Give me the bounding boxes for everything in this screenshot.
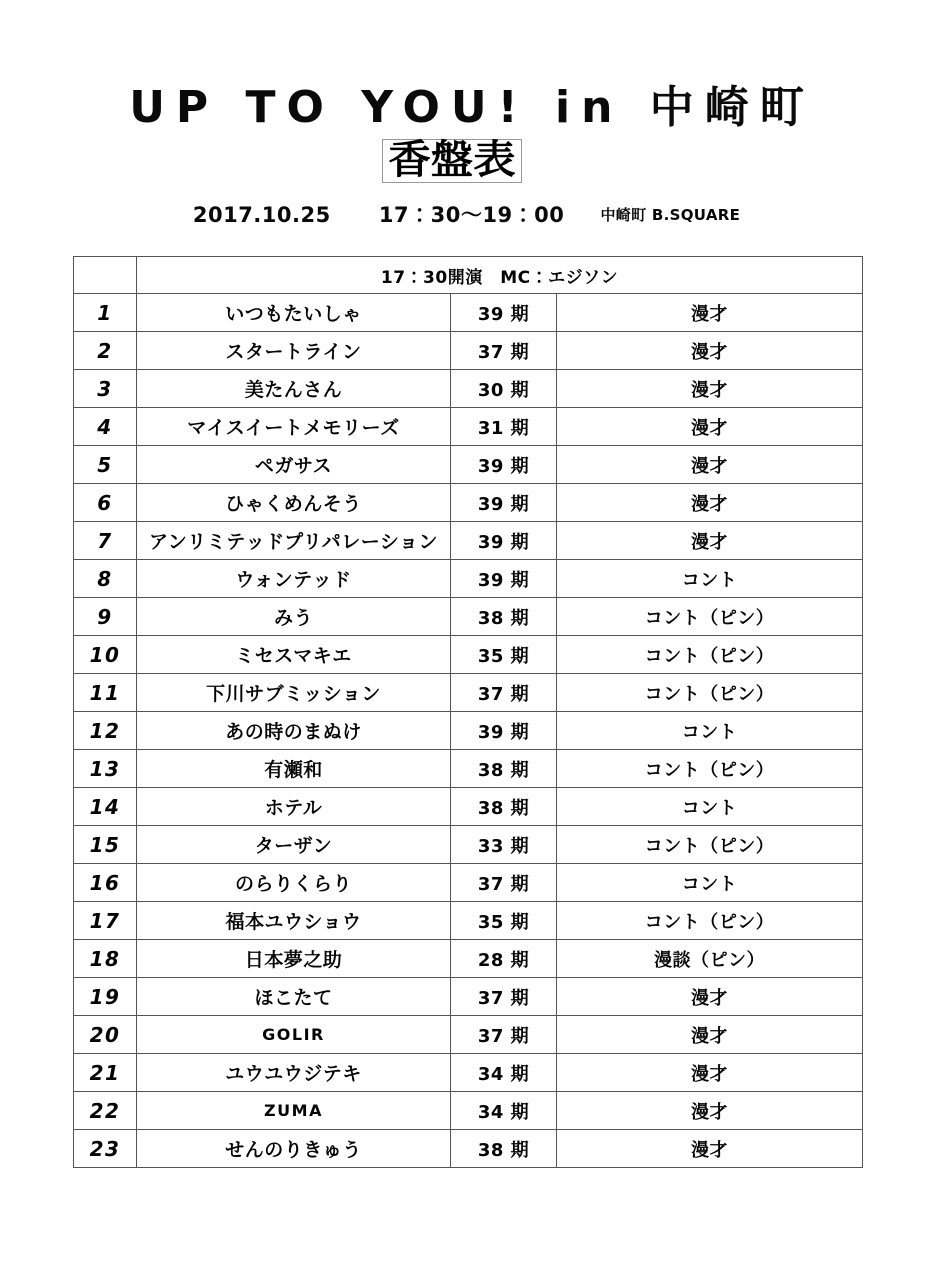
performer-class: 39 期 xyxy=(451,522,557,560)
performer-class: 39 期 xyxy=(451,712,557,750)
row-number: 5 xyxy=(74,446,137,484)
performance-type: 漫才 xyxy=(557,484,863,522)
table-row xyxy=(74,408,863,446)
performer-class: 38 期 xyxy=(451,598,557,636)
performer-class: 37 期 xyxy=(451,1016,557,1054)
table-row xyxy=(74,484,863,522)
row-number: 19 xyxy=(74,978,137,1016)
row-number: 8 xyxy=(74,560,137,598)
performer-name: GOLIR xyxy=(137,1016,451,1054)
performance-type: 漫才 xyxy=(557,522,863,560)
banner-cell: 17：30開演 MC：エジソン xyxy=(137,257,863,294)
performer-name: ZUMA xyxy=(137,1092,451,1130)
performer-name: 下川サブミッション xyxy=(137,674,451,712)
performer-name: 日本夢之助 xyxy=(137,940,451,978)
table-row xyxy=(74,1130,863,1168)
event-venue: 中崎町 B.SQUARE xyxy=(600,206,741,224)
performance-type: 漫才 xyxy=(557,294,863,332)
performer-class: 35 期 xyxy=(451,636,557,674)
performer-class: 37 期 xyxy=(451,864,557,902)
row-number: 3 xyxy=(74,370,137,408)
performer-class: 37 期 xyxy=(451,674,557,712)
performer-class: 35 期 xyxy=(451,902,557,940)
performance-type: 漫才 xyxy=(557,408,863,446)
performer-name: いつもたいしゃ xyxy=(137,294,451,332)
performer-name: ペガサス xyxy=(137,446,451,484)
performer-class: 39 期 xyxy=(451,294,557,332)
performer-class: 31 期 xyxy=(451,408,557,446)
performance-type: 漫才 xyxy=(557,370,863,408)
performance-type: 漫才 xyxy=(557,446,863,484)
page-title: UP TO YOU! in 中崎町 xyxy=(129,82,815,133)
performer-class: 39 期 xyxy=(451,484,557,522)
row-number: 17 xyxy=(74,902,137,940)
lineup-table xyxy=(73,256,863,1168)
row-number: 2 xyxy=(74,332,137,370)
performance-type: コント xyxy=(557,560,863,598)
performance-type: コント xyxy=(557,864,863,902)
performer-class: 38 期 xyxy=(451,788,557,826)
table-row xyxy=(74,864,863,902)
table-row xyxy=(74,560,863,598)
table-row xyxy=(74,1092,863,1130)
performance-type: 漫才 xyxy=(557,1054,863,1092)
performer-name: あの時のまぬけ xyxy=(137,712,451,750)
table-row xyxy=(74,598,863,636)
performer-name: スタートライン xyxy=(137,332,451,370)
performance-type: 漫才 xyxy=(557,332,863,370)
table-row xyxy=(74,294,863,332)
performer-name: マイスイートメモリーズ xyxy=(137,408,451,446)
table-row xyxy=(74,750,863,788)
performance-type: コント xyxy=(557,712,863,750)
performer-class: 30 期 xyxy=(451,370,557,408)
lineup-banner-row xyxy=(74,257,863,294)
performer-name: ターザン xyxy=(137,826,451,864)
performance-type: 漫才 xyxy=(557,978,863,1016)
performer-class: 34 期 xyxy=(451,1092,557,1130)
performer-name: ひゃくめんそう xyxy=(137,484,451,522)
subtitle-label: 香盤表 xyxy=(388,137,516,183)
row-number: 13 xyxy=(74,750,137,788)
table-row xyxy=(74,636,863,674)
performance-type: 漫才 xyxy=(557,1092,863,1130)
table-row xyxy=(74,826,863,864)
row-number: 12 xyxy=(74,712,137,750)
performance-type: 漫才 xyxy=(557,1016,863,1054)
performance-type: コント（ピン） xyxy=(557,674,863,712)
row-number: 15 xyxy=(74,826,137,864)
table-row xyxy=(74,1016,863,1054)
row-number: 14 xyxy=(74,788,137,826)
performer-name: ユウユウジテキ xyxy=(137,1054,451,1092)
performance-type: コント（ピン） xyxy=(557,902,863,940)
row-number: 10 xyxy=(74,636,137,674)
performer-class: 38 期 xyxy=(451,750,557,788)
lineup-table-body xyxy=(74,257,863,1168)
performer-class: 39 期 xyxy=(451,446,557,484)
performer-class: 28 期 xyxy=(451,940,557,978)
row-number: 21 xyxy=(74,1054,137,1092)
performer-name: 有瀬和 xyxy=(137,750,451,788)
performer-name: 美たんさん xyxy=(137,370,451,408)
table-row xyxy=(74,332,863,370)
row-number: 11 xyxy=(74,674,137,712)
performer-class: 39 期 xyxy=(451,560,557,598)
row-number: 18 xyxy=(74,940,137,978)
event-meta-line xyxy=(0,199,933,229)
row-number: 22 xyxy=(74,1092,137,1130)
performer-class: 37 期 xyxy=(451,978,557,1016)
performance-type: コント（ピン） xyxy=(557,636,863,674)
banner-empty-cell xyxy=(74,257,137,294)
performer-class: 38 期 xyxy=(451,1130,557,1168)
table-row xyxy=(74,446,863,484)
table-row xyxy=(74,674,863,712)
row-number: 20 xyxy=(74,1016,137,1054)
row-number: 16 xyxy=(74,864,137,902)
table-row xyxy=(74,370,863,408)
table-row xyxy=(74,712,863,750)
table-row xyxy=(74,788,863,826)
performer-name: みう xyxy=(137,598,451,636)
performer-class: 33 期 xyxy=(451,826,557,864)
event-time: 17：30〜19：00 xyxy=(378,203,565,227)
performance-type: コント xyxy=(557,788,863,826)
row-number: 7 xyxy=(74,522,137,560)
table-row xyxy=(74,940,863,978)
performance-type: 漫才 xyxy=(557,1130,863,1168)
performer-class: 34 期 xyxy=(451,1054,557,1092)
performance-type: コント（ピン） xyxy=(557,750,863,788)
table-row xyxy=(74,978,863,1016)
row-number: 23 xyxy=(74,1130,137,1168)
performance-type: 漫談（ピン） xyxy=(557,940,863,978)
performer-name: アンリミテッドプリパレーション xyxy=(137,522,451,560)
event-date: 2017.10.25 xyxy=(192,203,331,227)
performer-name: のらりくらり xyxy=(137,864,451,902)
performer-name: ミセスマキエ xyxy=(137,636,451,674)
performer-name: 福本ユウショウ xyxy=(137,902,451,940)
performer-class: 37 期 xyxy=(451,332,557,370)
table-row xyxy=(74,522,863,560)
row-number: 1 xyxy=(74,294,137,332)
row-number: 4 xyxy=(74,408,137,446)
performance-type: コント（ピン） xyxy=(557,598,863,636)
performance-type: コント（ピン） xyxy=(557,826,863,864)
row-number: 9 xyxy=(74,598,137,636)
performer-name: ウォンテッド xyxy=(137,560,451,598)
table-row xyxy=(74,902,863,940)
performer-name: ホテル xyxy=(137,788,451,826)
performer-name: せんのりきゅう xyxy=(137,1130,451,1168)
performer-name: ほこたて xyxy=(137,978,451,1016)
table-row xyxy=(74,1054,863,1092)
row-number: 6 xyxy=(74,484,137,522)
